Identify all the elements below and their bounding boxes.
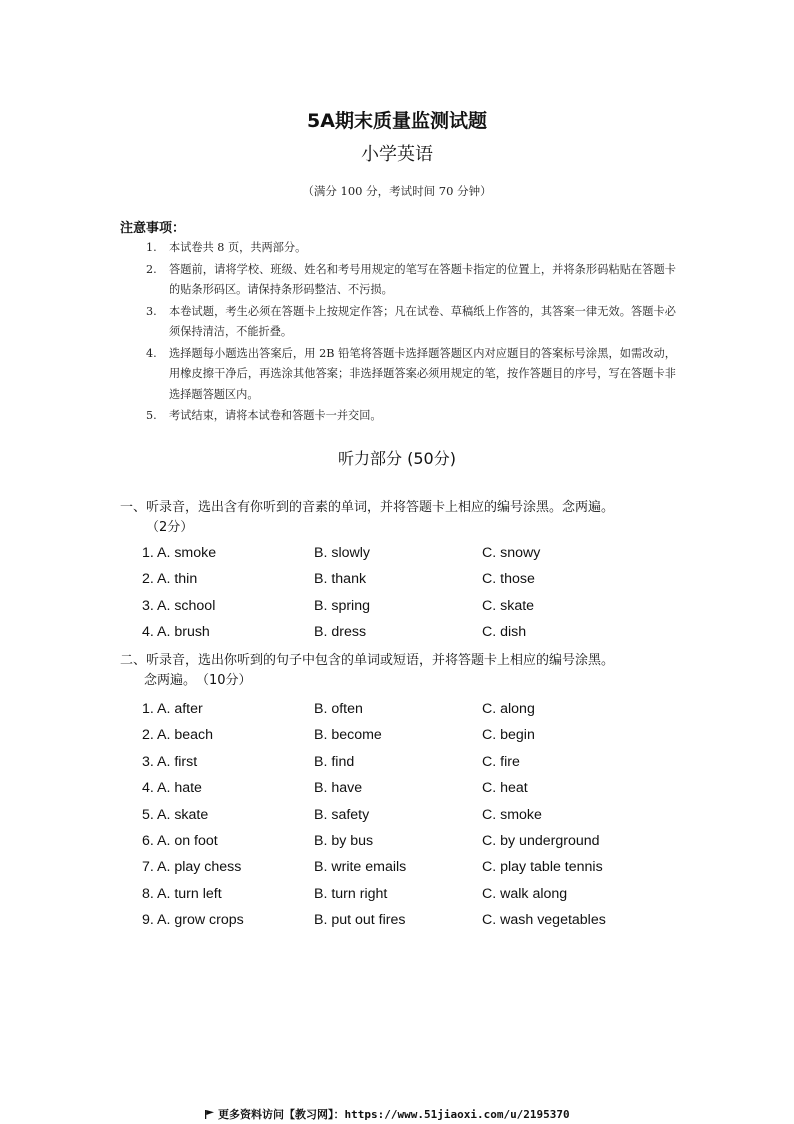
option-c: C. play table tennis: [482, 859, 603, 876]
option-b: B. put out fires: [314, 912, 406, 929]
exam-meta: （满分 100 分，考试时间 70 分钟）: [302, 184, 492, 198]
option-a: 9. A. grow crops: [142, 912, 244, 929]
option-b: B. by bus: [314, 832, 374, 849]
question-row: [142, 701, 702, 727]
option-c: C. those: [482, 571, 535, 588]
note-item: [146, 344, 676, 406]
part1-score: （2分）: [146, 520, 194, 535]
notes-list: [146, 238, 676, 427]
exam-subtitle: 小学英语: [361, 144, 433, 165]
option-b: B. spring: [314, 597, 370, 614]
note-number: 1.: [146, 241, 157, 254]
option-a: 3. A. school: [142, 597, 216, 614]
option-a: 3. A. first: [142, 753, 198, 770]
option-c: C. begin: [482, 727, 535, 744]
question-row: [142, 727, 702, 753]
option-a: 1. A. after: [142, 701, 203, 717]
option-c: C. dish: [482, 624, 527, 641]
option-c: C. fire: [482, 753, 520, 770]
notes-heading: 注意事项：: [120, 221, 186, 236]
option-b: B. turn right: [314, 885, 388, 902]
option-a: 6. A. on foot: [142, 832, 218, 849]
option-b: B. dress: [314, 624, 367, 641]
option-a: 7. A. play chess: [142, 859, 242, 876]
question-row: [142, 754, 702, 780]
note-text: 考试结束，请将本试卷和答题卡一并交回。: [169, 409, 382, 422]
option-c: C. skate: [482, 597, 535, 614]
option-b: B. thank: [314, 571, 367, 588]
option-a: 2. A. beach: [142, 727, 213, 744]
question-row: [142, 886, 702, 912]
footer-link[interactable]: [205, 1106, 570, 1122]
question-row: [142, 807, 702, 833]
option-a: 2. A. thin: [142, 571, 198, 588]
question-row: [142, 598, 702, 624]
part2-heading: [120, 651, 680, 691]
exam-title: 5A期末质量监测试题: [307, 110, 487, 132]
option-b: B. often: [314, 701, 363, 717]
option-c: C. walk along: [482, 885, 568, 902]
option-c: C. by underground: [482, 832, 600, 849]
note-text: 本试卷共 8 页，共两部分。: [169, 241, 307, 254]
part1-instruction: 一、听录音，选出含有你听到的音素的单词，并将答题卡上相应的编号涂黑。念两遍。: [120, 500, 615, 515]
option-c: C. smoke: [482, 806, 542, 823]
question-row: [142, 624, 702, 650]
part2-instruction: 二、听录音，选出你听到的句子中包含的单词或短语，并将答题卡上相应的编号涂黑。: [120, 653, 615, 668]
option-b: B. become: [314, 727, 382, 744]
note-number: 4.: [146, 346, 157, 360]
note-number: 2.: [146, 262, 157, 276]
note-number: 5.: [146, 409, 157, 422]
footer-text: 更多资料访问【教习网】：https://www.51jiaoxi.com/u/2195370: [218, 1108, 570, 1121]
note-text: 本卷试题，考生必须在答题卡上按规定作答；凡在试卷、草稿纸上作答的，其答案一律无效。答题卡必须保持清洁，不能折叠。: [169, 304, 676, 338]
note-item: [146, 238, 676, 259]
option-b: B. write emails: [314, 859, 407, 876]
option-b: B. find: [314, 753, 355, 770]
part1-heading: [120, 498, 680, 538]
question-row: [142, 780, 702, 806]
option-b: B. slowly: [314, 545, 370, 561]
question-row: [142, 859, 702, 885]
note-item: [146, 406, 676, 427]
option-b: B. safety: [314, 806, 370, 823]
option-c: C. heat: [482, 780, 528, 797]
option-a: 5. A. skate: [142, 806, 209, 823]
question-row: [142, 912, 702, 938]
listening-section-heading: 听力部分 (50分): [338, 449, 456, 468]
question-row: [142, 545, 702, 571]
note-text: 选择题每小题选出答案后，用 2B 铅笔将答题卡选择题答题区内对应题目的答案标号涂黑，如需改动，用橡皮擦干净后，再选涂其他答案；非选择题答案必须用规定的笔，按作答题目的序号，写在答题卡非选择题答题区内。: [169, 346, 676, 401]
part2-questions: [142, 701, 702, 939]
option-a: 4. A. hate: [142, 780, 202, 797]
note-item: [146, 302, 676, 343]
option-c: C. wash vegetables: [482, 912, 606, 929]
option-a: 4. A. brush: [142, 624, 210, 641]
option-a: 8. A. turn left: [142, 885, 222, 902]
option-a: 1. A. smoke: [142, 545, 217, 561]
question-row: [142, 571, 702, 597]
option-b: B. have: [314, 780, 363, 797]
part2-score: 念两遍。 （10分）: [144, 673, 252, 688]
question-row: [142, 833, 702, 859]
option-c: C. snowy: [482, 545, 541, 561]
part1-questions: [142, 545, 702, 651]
option-c: C. along: [482, 701, 535, 717]
note-number: 3.: [146, 304, 157, 318]
note-item: [146, 260, 676, 301]
flag-icon: [205, 1110, 214, 1119]
note-text: 答题前，请将学校、班级、姓名和考号用规定的笔写在答题卡指定的位置上，并将条形码粘贴在答题卡的贴条形码区。请保持条形码整洁、不污损。: [169, 262, 676, 296]
